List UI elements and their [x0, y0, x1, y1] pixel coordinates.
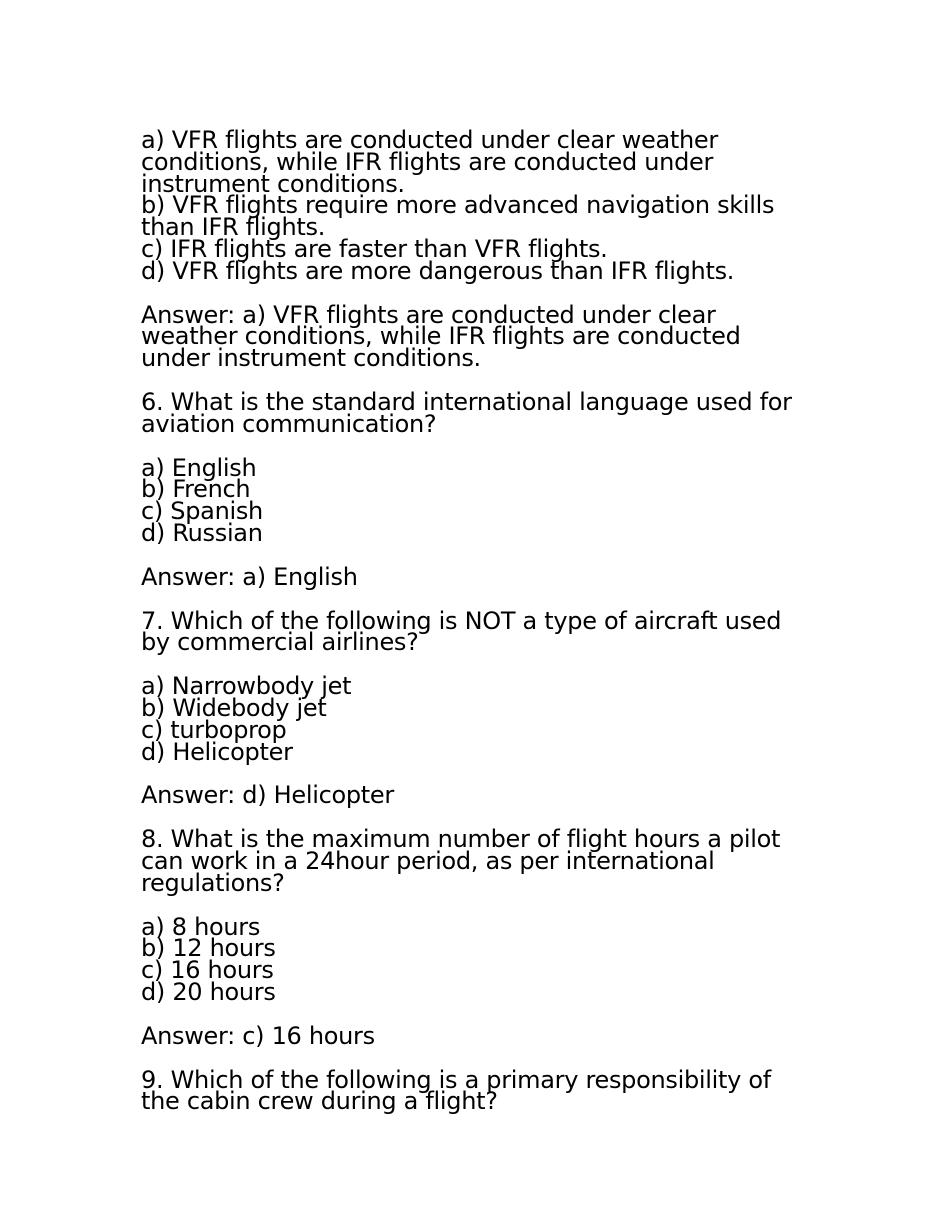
question-6-answer: [141, 562, 821, 591]
option-line: d) Helicopter: [141, 737, 293, 766]
option-line: a) VFR flights are conducted under clear weather: [141, 126, 718, 154]
question-line: aviation communication?: [141, 409, 437, 438]
option-line: conditions, while IFR flights are conducted under: [141, 147, 714, 176]
question-line: 8. What is the maximum number of flight hours a pilot: [141, 825, 781, 854]
option-line: a) English: [141, 453, 257, 482]
option-line: b) VFR flights require more advanced navigation skills: [141, 191, 775, 220]
option-line: b) Widebody jet: [141, 693, 327, 722]
question-8: [141, 825, 821, 897]
question-line: 9. Which of the following is a primary responsibility of: [141, 1065, 771, 1094]
document-page: [141, 126, 821, 1135]
option-line: c) 16 hours: [141, 956, 274, 985]
question-line: can work in a 24hour period, as per international: [141, 846, 715, 875]
answer-line: Answer: a) VFR flights are conducted under clear: [141, 300, 716, 329]
question-5-answer: [141, 300, 821, 373]
question-5-options: [141, 126, 821, 285]
option-line: c) turboprop: [141, 715, 287, 744]
option-line: a) Narrowbody jet: [141, 672, 352, 701]
option-line: than IFR flights.: [141, 213, 326, 242]
option-line: c) Spanish: [141, 497, 263, 526]
option-line: instrument conditions.: [141, 169, 405, 198]
option-line: b) 12 hours: [141, 934, 276, 963]
question-9: [141, 1065, 821, 1116]
question-line: 6. What is the standard international language used for: [141, 387, 792, 416]
question-7-answer: [141, 781, 821, 810]
answer-line: Answer: c) 16 hours: [141, 1021, 375, 1050]
option-line: d) 20 hours: [141, 977, 276, 1006]
option-line: b) French: [141, 475, 251, 504]
question-6-options: [141, 453, 821, 547]
question-7-options: [141, 672, 821, 766]
question-line: by commercial airlines?: [141, 628, 419, 657]
answer-line: weather conditions, while IFR flights are conducted: [141, 322, 741, 351]
question-line: 7. Which of the following is NOT a type of aircraft used: [141, 606, 782, 635]
question-8-options: [141, 912, 821, 1006]
answer-line: Answer: a) English: [141, 562, 358, 591]
question-8-answer: [141, 1021, 821, 1050]
question-7: [141, 606, 821, 657]
question-line: regulations?: [141, 868, 285, 897]
question-6: [141, 387, 821, 438]
option-line: c) IFR flights are faster than VFR flights.: [141, 234, 608, 263]
answer-line: under instrument conditions.: [141, 344, 481, 373]
option-line: d) VFR flights are more dangerous than IFR flights.: [141, 256, 735, 285]
option-line: d) Russian: [141, 518, 263, 547]
answer-line: Answer: d) Helicopter: [141, 781, 394, 810]
question-line: the cabin crew during a flight?: [141, 1087, 498, 1116]
option-line: a) 8 hours: [141, 912, 261, 941]
